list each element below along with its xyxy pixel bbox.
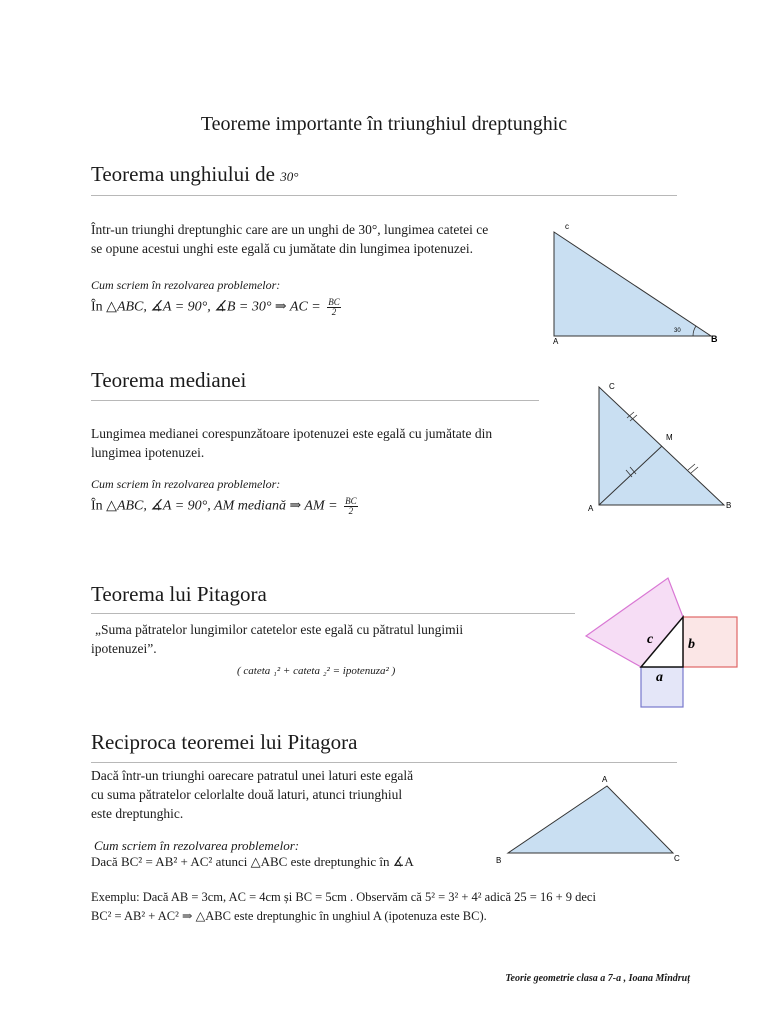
fig1-label-b: B <box>711 334 718 344</box>
section4-formula: Dacă BC² = AB² + AC² atunci △ABC este dreptunghic în ∡A <box>91 854 414 869</box>
triangle-30 <box>554 232 711 336</box>
section4-heading: Reciproca teoremei lui Pitagora <box>91 730 358 754</box>
section2-fraction <box>344 497 358 516</box>
fig3-label-b: b <box>688 637 695 652</box>
section2-rule <box>91 400 539 401</box>
fig2-label-m: M <box>666 433 673 442</box>
section3-text-line2: ipotenuzei”. <box>91 641 157 656</box>
fig4-label-c: C <box>674 854 680 863</box>
section2-formula-prefix: În <box>91 498 103 514</box>
section1-rule <box>91 195 677 196</box>
fig3-label-a: a <box>656 670 663 685</box>
section2-text <box>91 424 551 462</box>
section1-formula <box>91 298 341 317</box>
section3-heading: Teorema lui Pitagora <box>91 582 267 606</box>
section4-text-line1: Dacă într-un triunghi oarecare patratul unei laturi este egală <box>91 768 414 783</box>
section2-formula <box>91 497 358 516</box>
section4-note: Cum scriem în rezolvarea problemelor: <box>94 838 300 853</box>
section2-heading: Teorema medianei <box>91 368 247 392</box>
section1-heading <box>91 162 298 187</box>
section2-note: Cum scriem în rezolvarea problemelor: <box>91 477 281 491</box>
section1-text <box>91 220 551 258</box>
section3-rule <box>91 613 575 614</box>
figure-30-triangle <box>546 220 726 348</box>
section4-example <box>91 888 691 926</box>
page-title: Teoreme importante în triunghiul dreptunghic <box>200 113 568 135</box>
figure-reciprocal-triangle <box>490 772 690 868</box>
section1-formula-prefix: În <box>91 299 103 315</box>
section3-formula: ( cateta ₁² + cateta ₂² = ipotenuza² ) <box>237 665 396 677</box>
fig4-label-b: B <box>496 856 502 865</box>
section1-fraction <box>327 298 341 317</box>
section1-frac-num: BC <box>328 297 340 307</box>
section2-text-line1: Lungimea medianei corespunzătoare ipotenuzei este egală cu jumătate din <box>91 426 493 441</box>
figure-median-triangle <box>582 378 742 518</box>
fig2-label-b: B <box>726 501 732 510</box>
section4-text <box>91 766 491 823</box>
fig2-label-c: C <box>609 382 615 391</box>
section1-formula-body: △ABC, ∡A = 90°, ∡B = 30° ⇒ AC = <box>106 299 321 315</box>
section3-text <box>91 620 561 658</box>
section4-rule <box>91 762 677 763</box>
section2-frac-den: 2 <box>348 506 354 516</box>
section2-formula-body: △ABC, ∡A = 90°, AM mediană ⇒ AM = <box>106 498 338 514</box>
section1-note: Cum scriem în rezolvarea problemelor: <box>91 278 281 292</box>
figure-pythagoras <box>583 575 743 710</box>
fig2-label-a: A <box>588 504 594 513</box>
section4-text-line2: cu suma pătratelor celorlalte două laturi, atunci triunghiul <box>91 787 403 802</box>
section1-text-line2: se opune acestui unghi este egală cu jumătate din lungimea ipotenuzei. <box>91 241 473 256</box>
section2-text-line2: lungimea ipotenuzei. <box>91 445 205 460</box>
section1-heading-math: 30° <box>280 169 299 184</box>
footer-credit: Teorie geometrie clasa a 7-a , Ioana Mîndruț <box>505 973 690 984</box>
section4-example-line2: BC² = AB² + AC² ⇒ △ABC este dreptunghic în unghiul A (ipotenuza este BC). <box>91 909 487 923</box>
fig1-label-c: c <box>565 222 569 231</box>
fig1-angle-label: 30 <box>674 328 681 334</box>
triangle-abc <box>508 786 673 853</box>
section1-heading-text: Teorema unghiului de <box>91 162 275 186</box>
section3-text-line1: „Suma pătratelor lungimilor catetelor este egală cu pătratul lungimii <box>95 622 464 637</box>
tick-mark <box>688 464 695 470</box>
section1-text-line1: Într-un triunghi dreptunghic care are un unghi de 30°, lungimea catetei ce <box>91 222 489 237</box>
tick-mark <box>691 467 698 473</box>
fig1-label-a: A <box>553 337 559 346</box>
section1-frac-den: 2 <box>331 307 337 317</box>
fig3-label-c: c <box>647 632 654 647</box>
section2-frac-num: BC <box>345 496 357 506</box>
section4-text-line3: este dreptunghic. <box>91 806 184 821</box>
fig4-label-a: A <box>602 775 608 784</box>
section4-example-line1: Exemplu: Dacă AB = 3cm, AC = 4cm și BC = 5cm . Observăm că 5² = 3² + 4² adică 25 = 16 + 9 deci <box>91 890 596 904</box>
